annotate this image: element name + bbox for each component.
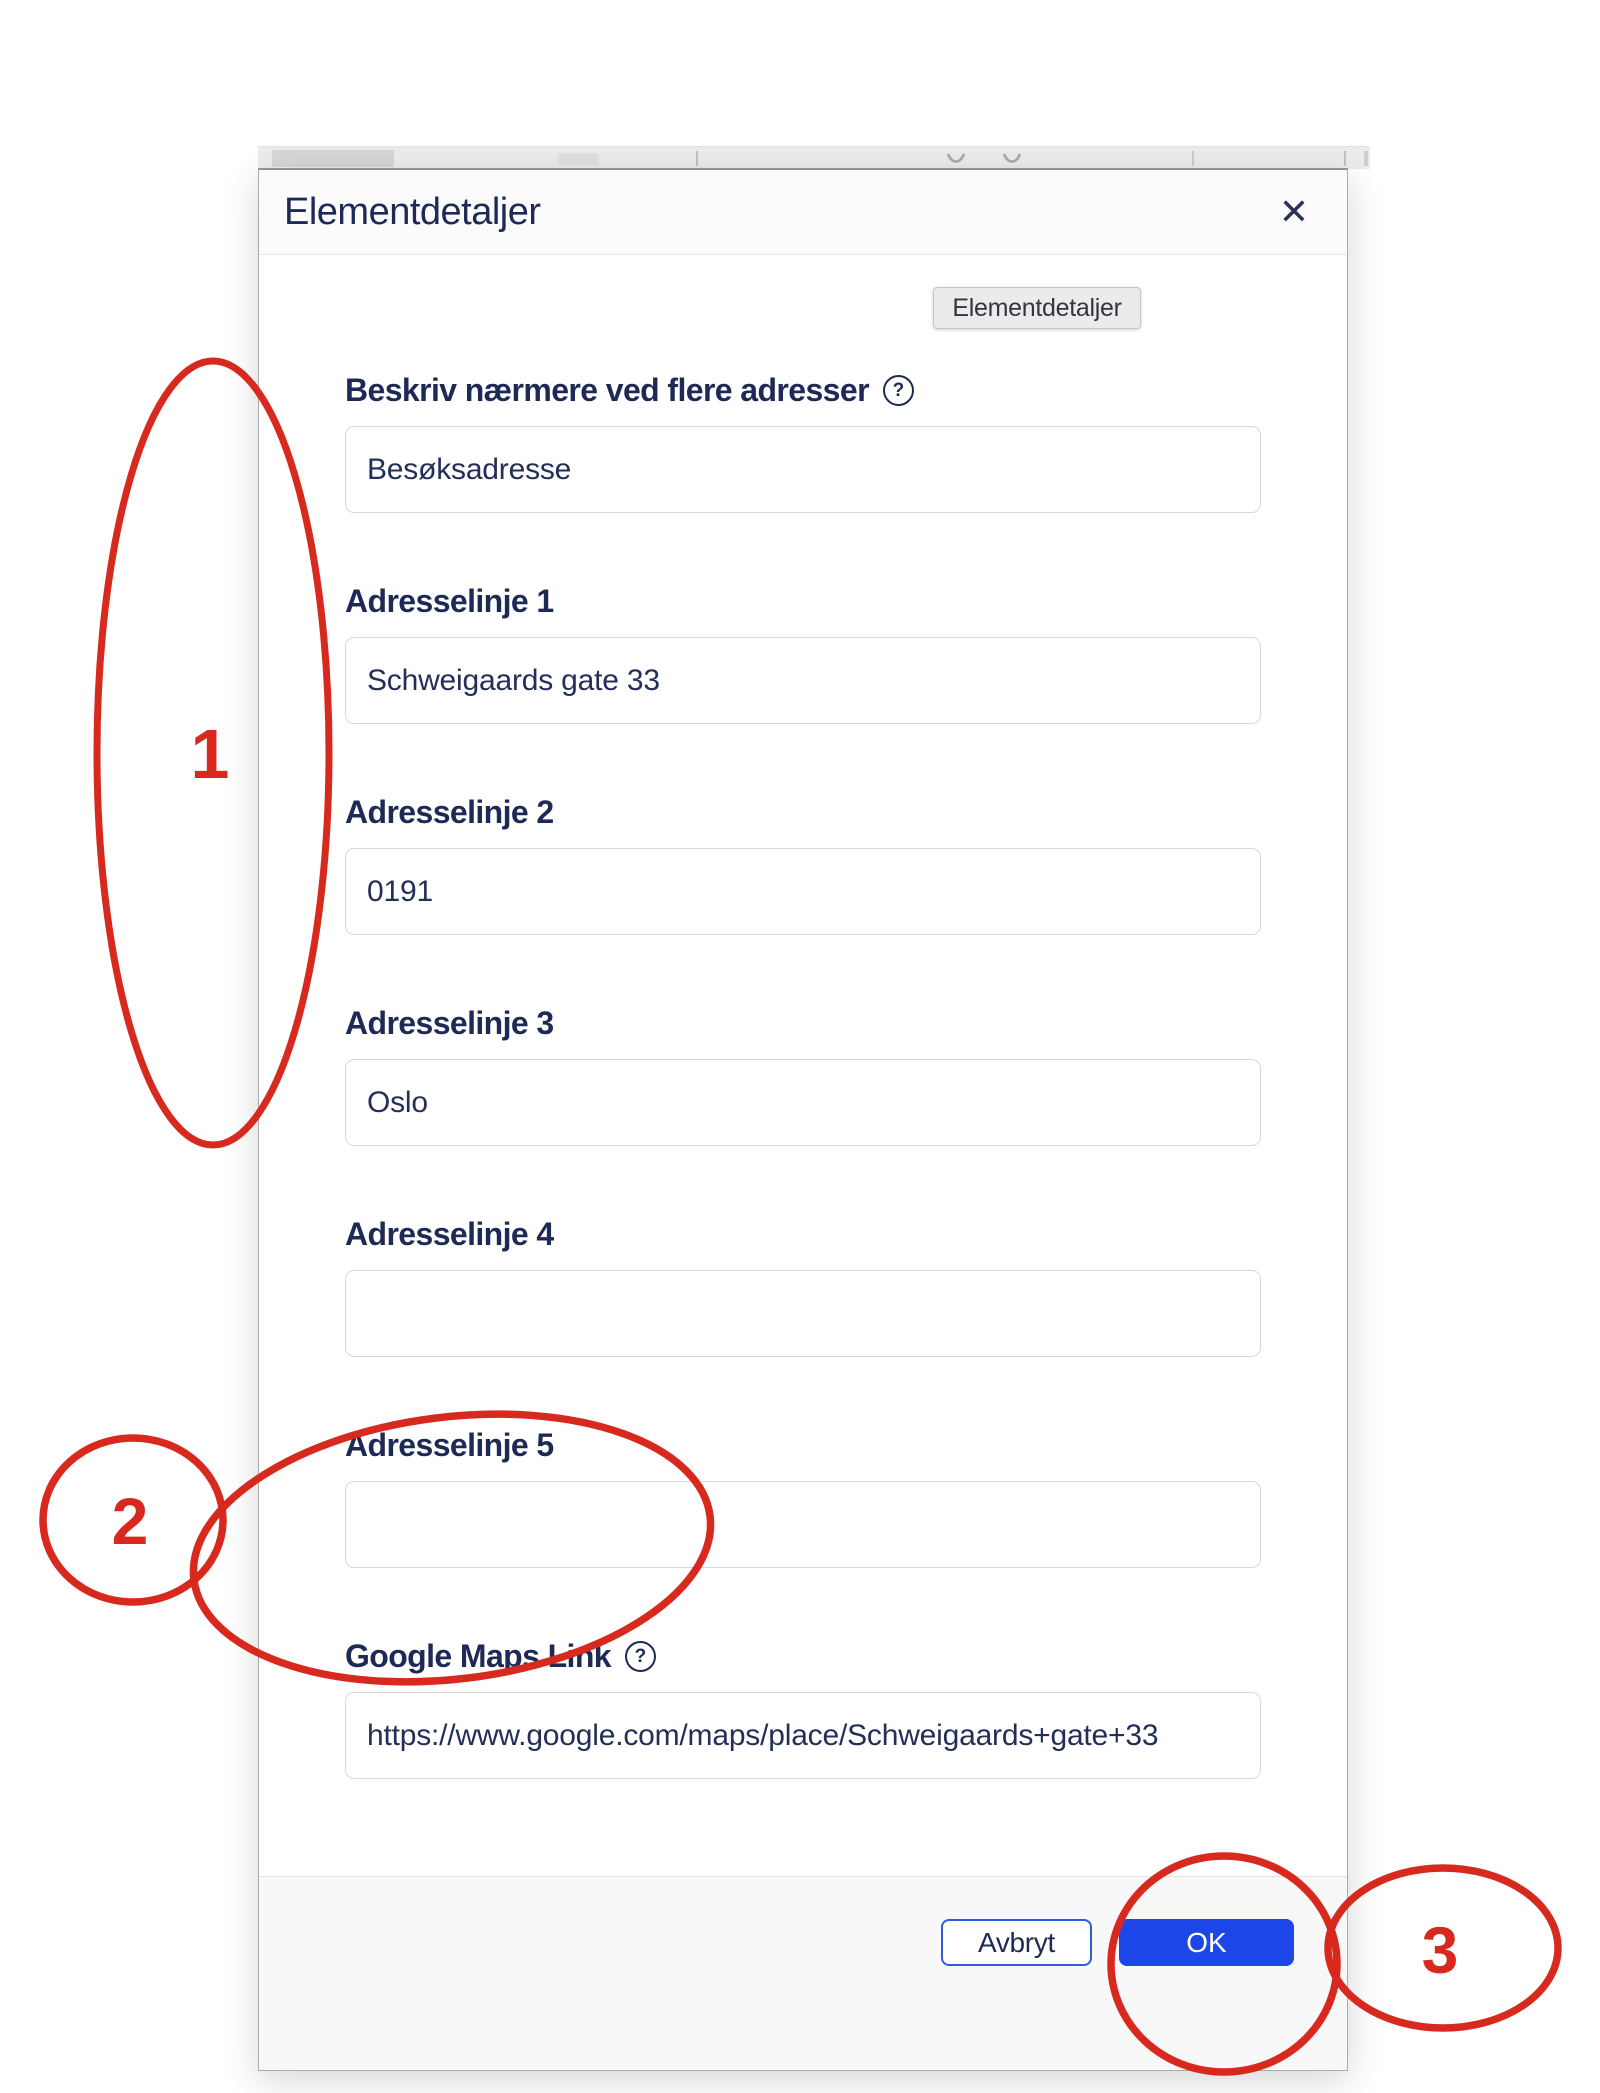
element-details-dialog xyxy=(258,168,1348,2071)
background-block xyxy=(558,153,598,165)
background-tick xyxy=(1192,151,1194,166)
field-label: Adresselinje 5 xyxy=(345,1427,554,1463)
field-label: Adresselinje 4 xyxy=(345,1216,554,1252)
field-address-line-5 xyxy=(345,1427,1261,1568)
help-icon[interactable] xyxy=(883,375,914,406)
field-label-row xyxy=(345,1638,1261,1675)
annotation-number-2: 2 xyxy=(111,1484,149,1558)
field-description xyxy=(345,372,1261,513)
field-address-line-3 xyxy=(345,1005,1261,1146)
address-line-1-input[interactable] xyxy=(345,637,1261,724)
field-label-row xyxy=(345,583,1261,620)
field-google-maps-link xyxy=(345,1638,1261,1779)
ok-button[interactable]: OK xyxy=(1119,1919,1294,1966)
close-icon: ✕ xyxy=(1278,191,1309,232)
address-line-5-input[interactable] xyxy=(345,1481,1261,1568)
field-label-row xyxy=(345,1005,1261,1042)
cancel-button[interactable]: Avbryt xyxy=(941,1919,1092,1966)
background-tick xyxy=(1364,151,1368,166)
close-button[interactable] xyxy=(1277,192,1311,232)
description-input[interactable] xyxy=(345,426,1261,513)
field-label: Adresselinje 2 xyxy=(345,794,554,830)
background-tick xyxy=(1344,151,1346,166)
address-line-2-input[interactable] xyxy=(345,848,1261,935)
question-mark-glyph: ? xyxy=(892,379,905,401)
field-label-row xyxy=(345,1216,1261,1253)
dialog-body xyxy=(259,372,1347,1779)
annotation-number-1: 1 xyxy=(190,715,230,793)
dialog-title: Elementdetaljer xyxy=(284,190,541,233)
chevron-down-icon xyxy=(1002,153,1022,165)
annotation-circle-3 xyxy=(1328,1868,1558,2028)
chevron-down-icon xyxy=(946,153,966,165)
google-maps-link-input[interactable] xyxy=(345,1692,1261,1779)
field-label: Beskriv nærmere ved flere adresser xyxy=(345,372,869,408)
field-label: Google Maps Link xyxy=(345,1638,611,1674)
help-icon[interactable] xyxy=(625,1641,656,1672)
question-mark-glyph: ? xyxy=(634,1645,647,1667)
background-tick xyxy=(696,151,698,166)
annotation-number-3: 3 xyxy=(1421,1913,1459,1987)
address-line-3-input[interactable] xyxy=(345,1059,1261,1146)
tooltip-label: Elementdetaljer xyxy=(952,293,1122,322)
dialog-header xyxy=(259,170,1347,255)
background-page-strip xyxy=(258,146,1370,169)
background-block xyxy=(272,150,394,167)
address-line-4-input[interactable] xyxy=(345,1270,1261,1357)
field-label: Adresselinje 1 xyxy=(345,583,554,619)
field-label-row xyxy=(345,372,1261,409)
tooltip xyxy=(933,287,1141,329)
field-address-line-2 xyxy=(345,794,1261,935)
dialog-footer xyxy=(259,1876,1347,2070)
field-label: Adresselinje 3 xyxy=(345,1005,554,1041)
field-label-row xyxy=(345,1427,1261,1464)
field-address-line-4 xyxy=(345,1216,1261,1357)
annotation-circle-2 xyxy=(43,1438,223,1602)
field-address-line-1 xyxy=(345,583,1261,724)
field-label-row xyxy=(345,794,1261,831)
